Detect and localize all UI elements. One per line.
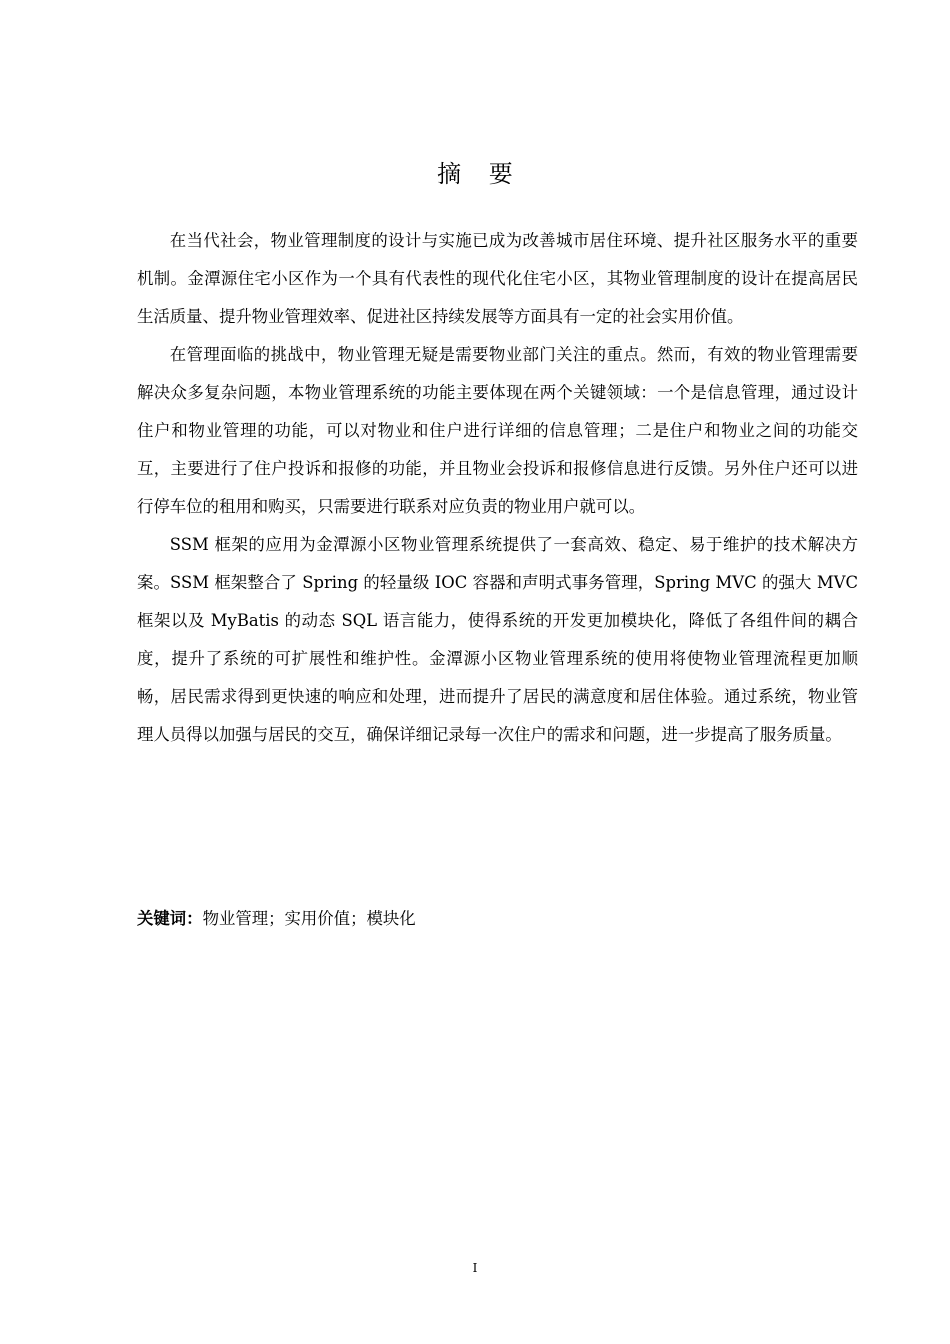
- paragraph: SSM 框架的应用为金潭源小区物业管理系统提供了一套高效、稳定、易于维护的技术解决方案。SSM 框架整合了 Spring 的轻量级 IOC 容器和声明式事务管理，Spring MVC 的强大 MVC 框架以及 MyBatis 的动态 SQL 语言能力，使得系统的开发更加模块化，降低了各组件间的耦合度，提升了系统的可扩展性和维护性。金潭源小区物业管理系统的使用将使物业管理流程更加顺畅，居民需求得到更快速的响应和处理，进而提升了居民的满意度和居住体验。通过系统，物业管理人员得以加强与居民的交互，确保详细记录每一次住户的需求和问题，进一步提高了服务质量。: [137, 535, 858, 744]
- abstract-body: [137, 222, 858, 754]
- keywords-value: 物业管理；实用价值；模块化: [202, 909, 416, 928]
- paragraph: 在管理面临的挑战中，物业管理无疑是需要物业部门关注的重点。然而，有效的物业管理需要解决众多复杂问题，本物业管理系统的功能主要体现在两个关键领域：一个是信息管理，通过设计住户和物业管理的功能，可以对物业和住户进行详细的信息管理；二是住户和物业之间的功能交互，主要进行了住户投诉和报修的功能，并且物业会投诉和报修信息进行反馈。另外住户还可以进行停车位的租用和购买，只需要进行联系对应负责的物业用户就可以。: [137, 345, 858, 516]
- keywords-label: 关键词：: [137, 909, 203, 928]
- paragraph: 在当代社会，物业管理制度的设计与实施已成为改善城市居住环境、提升社区服务水平的重要机制。金潭源住宅小区作为一个具有代表性的现代化住宅小区，其物业管理制度的设计在提高居民生活质量、提升物业管理效率、促进社区持续发展等方面具有一定的社会实用价值。: [137, 231, 858, 326]
- page-title: 摘 要: [437, 160, 523, 188]
- keywords-line: [137, 904, 858, 934]
- page-number: I: [472, 1261, 478, 1275]
